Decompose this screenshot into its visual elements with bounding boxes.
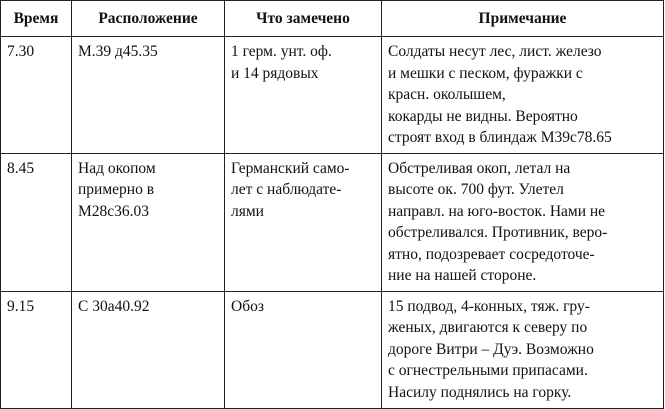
cell-observed: 1 герм. унт. оф. и 14 рядовых (225, 37, 382, 154)
table-row (1, 153, 664, 291)
cell-time: 8.45 (1, 153, 72, 291)
table-header-row (1, 1, 664, 37)
cell-note: 15 подвод, 4-конных, тяж. гру- женых, двигаются к северу по дороге Витри – Дуэ. Возможно с огнестрельными припасами. Насилу поднялись на горку. (382, 291, 664, 408)
header-location: Расположение (72, 1, 225, 37)
cell-time: 9.15 (1, 291, 72, 408)
cell-time: 7.30 (1, 37, 72, 154)
cell-location: Над окопом примерно в М28с36.03 (72, 153, 225, 291)
header-observed: Что замечено (225, 1, 382, 37)
cell-note: Обстреливая окоп, летал на высоте ок. 700 фут. Улетел направл. на юго-восток. Нами не обстреливался. Противник, веро- ятно, подозревает сосредоточе- ние на нашей стороне. (382, 153, 664, 291)
table-row (1, 37, 664, 154)
cell-note: Солдаты несут лес, лист. железо и мешки с песком, фуражки с красн. околышем, кокарды не видны. Вероятно строят вход в блиндаж М39с78.65 (382, 37, 664, 154)
cell-observed: Обоз (225, 291, 382, 408)
cell-location: С 30а40.92 (72, 291, 225, 408)
cell-observed: Германский само- лет с наблюдате- лями (225, 153, 382, 291)
cell-location: М.39 д45.35 (72, 37, 225, 154)
header-note: Примечание (382, 1, 664, 37)
header-time: Время (1, 1, 72, 37)
table-row (1, 291, 664, 408)
